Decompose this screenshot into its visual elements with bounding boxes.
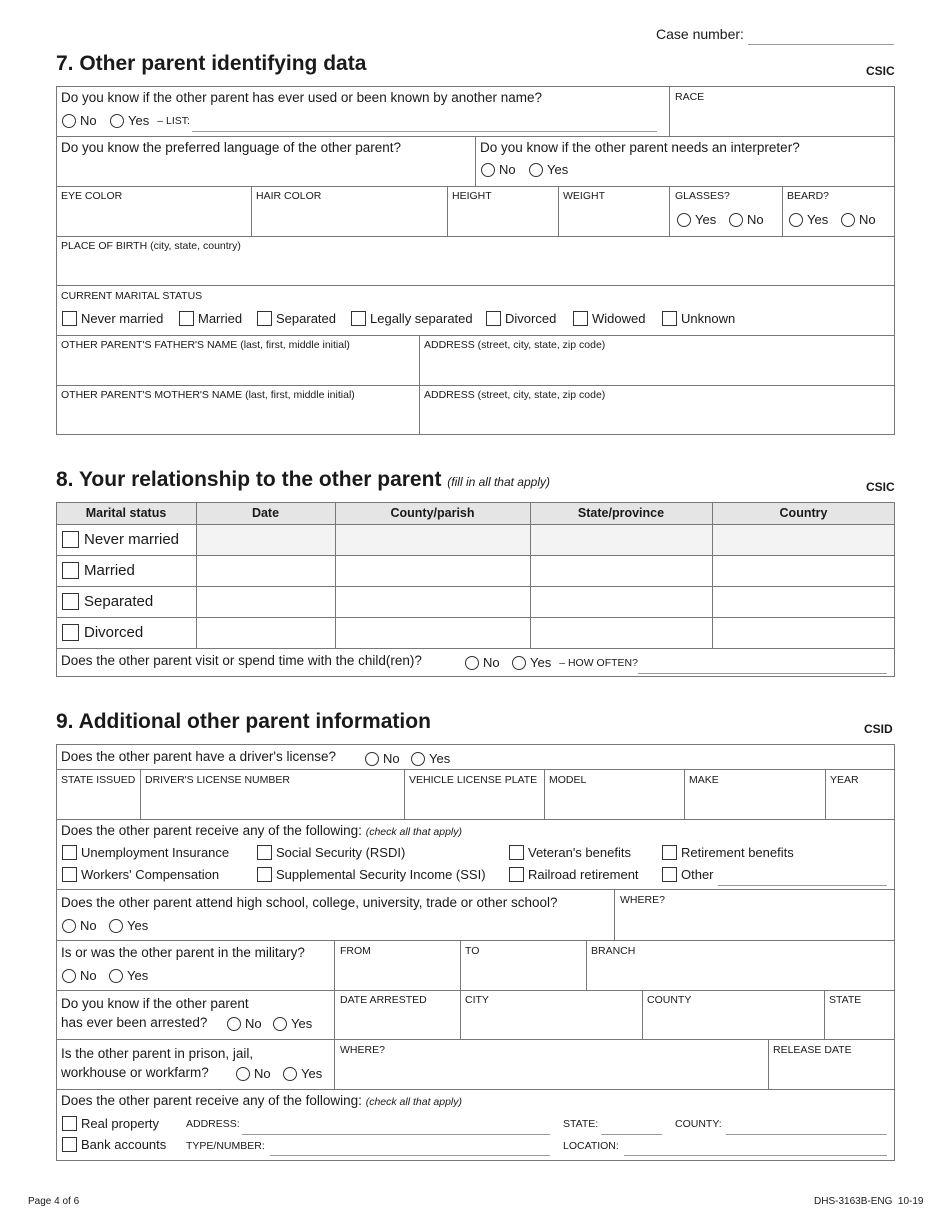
bank-type-number-field[interactable] bbox=[270, 1155, 550, 1156]
military-no[interactable]: No bbox=[62, 968, 97, 983]
prison-no[interactable]: No bbox=[236, 1066, 271, 1081]
marital-legally-separated[interactable]: Legally separated bbox=[351, 311, 473, 326]
vehicle-plate-label: VEHICLE LICENSE PLATE bbox=[409, 774, 538, 786]
q-school: Does the other parent attend high school, college, university, trade or other school? bbox=[61, 895, 558, 910]
section-8-table bbox=[56, 502, 895, 677]
radio-icon[interactable] bbox=[529, 163, 543, 177]
marital-unknown[interactable]: Unknown bbox=[662, 311, 735, 326]
glasses-yes[interactable]: Yes bbox=[677, 212, 716, 227]
q-interpreter: Do you know if the other parent needs an interpreter? bbox=[480, 140, 800, 155]
weight-label: WEIGHT bbox=[563, 190, 605, 202]
arrested-yes[interactable]: Yes bbox=[273, 1016, 312, 1031]
year-label: YEAR bbox=[830, 774, 859, 786]
radio-icon[interactable] bbox=[677, 213, 691, 227]
eye-color-label: EYE COLOR bbox=[61, 190, 123, 202]
section-9-code: CSID bbox=[864, 722, 893, 736]
col-county-parish: County/parish bbox=[390, 506, 475, 520]
property-address-field[interactable] bbox=[242, 1134, 550, 1135]
marital-widowed[interactable]: Widowed bbox=[573, 311, 645, 326]
visit-yes[interactable]: Yes – HOW OFTEN? bbox=[512, 655, 638, 670]
marital-married[interactable]: Married bbox=[179, 311, 242, 326]
mother-name-label: OTHER PARENT'S MOTHER'S NAME (last, first, middle initial) bbox=[61, 389, 355, 401]
radio-icon[interactable] bbox=[62, 969, 76, 983]
bank-location-field[interactable] bbox=[624, 1155, 887, 1156]
radio-icon[interactable] bbox=[273, 1017, 287, 1031]
q-military: Is or was the other parent in the military? bbox=[61, 945, 305, 960]
checkbox-icon[interactable] bbox=[62, 1116, 77, 1131]
height-label: HEIGHT bbox=[452, 190, 492, 202]
col-marital-status: Marital status bbox=[85, 506, 167, 520]
state-label: STATE: bbox=[563, 1118, 599, 1130]
beard-no[interactable]: No bbox=[841, 212, 876, 227]
checkbox-icon[interactable] bbox=[509, 867, 524, 882]
military-branch-label: BRANCH bbox=[591, 945, 636, 957]
q-other-name: Do you know if the other parent has ever used or been known by another name? bbox=[61, 90, 543, 105]
license-no[interactable]: No bbox=[365, 751, 400, 766]
other-name-list-field[interactable] bbox=[192, 131, 657, 132]
date-arrested-label: DATE ARRESTED bbox=[340, 994, 427, 1006]
checkbox-icon[interactable] bbox=[62, 845, 77, 860]
radio-icon[interactable] bbox=[227, 1017, 241, 1031]
checkbox-icon[interactable] bbox=[573, 311, 588, 326]
checkbox-icon[interactable] bbox=[257, 867, 272, 882]
make-label: MAKE bbox=[689, 774, 719, 786]
checkbox-icon[interactable] bbox=[62, 531, 79, 548]
hair-color-label: HAIR COLOR bbox=[256, 190, 322, 202]
benefit-other[interactable]: Other bbox=[662, 867, 714, 882]
checkbox-icon[interactable] bbox=[62, 593, 79, 610]
case-number-field[interactable] bbox=[748, 44, 894, 45]
radio-icon[interactable] bbox=[109, 969, 123, 983]
license-yes[interactable]: Yes bbox=[411, 751, 450, 766]
section-9-title: 9. Additional other parent information bbox=[56, 710, 431, 733]
radio-icon[interactable] bbox=[109, 919, 123, 933]
visit-no[interactable]: No bbox=[465, 655, 500, 670]
q-arrested-line1: Do you know if the other parent bbox=[61, 996, 249, 1011]
checkbox-icon[interactable] bbox=[257, 311, 272, 326]
radio-icon[interactable] bbox=[789, 213, 803, 227]
benefit-other-field[interactable] bbox=[718, 885, 887, 886]
property-state-field[interactable] bbox=[601, 1134, 662, 1135]
col-date: Date bbox=[251, 506, 280, 520]
q-receive-benefits: Does the other parent receive any of the following: (check all that apply) bbox=[61, 823, 462, 838]
benefit-railroad[interactable]: Railroad retirement bbox=[509, 867, 639, 882]
checkbox-icon[interactable] bbox=[257, 845, 272, 860]
col-country: Country bbox=[779, 506, 828, 520]
school-where-label: WHERE? bbox=[620, 894, 665, 906]
how-often-field[interactable] bbox=[638, 673, 887, 674]
address-label: ADDRESS: bbox=[186, 1118, 240, 1130]
checkbox-icon[interactable] bbox=[62, 311, 77, 326]
relationship-divorced[interactable]: Divorced bbox=[62, 624, 143, 641]
col-state-province: State/province bbox=[577, 506, 665, 520]
section-7-code: CSIC bbox=[866, 64, 895, 78]
other-name-yes[interactable]: Yes – LIST: bbox=[110, 113, 190, 128]
other-name-no[interactable]: No bbox=[62, 113, 97, 128]
race-label: RACE bbox=[675, 91, 705, 103]
checkbox-icon[interactable] bbox=[351, 311, 366, 326]
radio-icon[interactable] bbox=[841, 213, 855, 227]
checkbox-icon[interactable] bbox=[662, 867, 677, 882]
benefit-retirement[interactable]: Retirement benefits bbox=[662, 845, 794, 860]
relationship-never-married[interactable]: Never married bbox=[62, 531, 179, 548]
q-language: Do you know the preferred language of the other parent? bbox=[61, 140, 401, 155]
radio-icon[interactable] bbox=[729, 213, 743, 227]
checkbox-icon[interactable] bbox=[662, 845, 677, 860]
property-county-field[interactable] bbox=[726, 1134, 887, 1135]
father-address-label: ADDRESS (street, city, state, zip code) bbox=[424, 339, 606, 351]
section-8-title: 8. Your relationship to the other parent (fill in all that apply) bbox=[56, 468, 550, 491]
checkbox-icon[interactable] bbox=[62, 1137, 77, 1152]
model-label: MODEL bbox=[549, 774, 587, 786]
radio-icon[interactable] bbox=[512, 656, 526, 670]
arrested-no[interactable]: No bbox=[227, 1016, 262, 1031]
place-of-birth-label: PLACE OF BIRTH (city, state, country) bbox=[61, 240, 241, 252]
case-number-label: Case number: bbox=[656, 26, 744, 42]
benefit-ssi[interactable]: Supplemental Security Income (SSI) bbox=[257, 867, 486, 882]
father-name-label: OTHER PARENT'S FATHER'S NAME (last, first, middle initial) bbox=[61, 339, 350, 351]
section-8-code: CSIC bbox=[866, 480, 895, 494]
page-number: Page 4 of 6 bbox=[28, 1196, 80, 1207]
mother-address-label: ADDRESS (street, city, state, zip code) bbox=[424, 389, 606, 401]
benefit-social-security[interactable]: Social Security (RSDI) bbox=[257, 845, 405, 860]
relationship-married[interactable]: Married bbox=[62, 562, 135, 579]
checkbox-icon[interactable] bbox=[662, 311, 677, 326]
beard-yes[interactable]: Yes bbox=[789, 212, 828, 227]
prison-yes[interactable]: Yes bbox=[283, 1066, 322, 1081]
q-receive-assets: Does the other parent receive any of the following: (check all that apply) bbox=[61, 1093, 462, 1108]
marital-status-label: CURRENT MARITAL STATUS bbox=[61, 290, 203, 302]
radio-icon[interactable] bbox=[481, 163, 495, 177]
q-visit: Does the other parent visit or spend time with the child(ren)? bbox=[61, 653, 422, 668]
form-id: DHS-3163B-ENG 10-19 bbox=[814, 1196, 924, 1207]
checkbox-icon[interactable] bbox=[62, 624, 79, 641]
radio-icon[interactable] bbox=[411, 752, 425, 766]
military-from-label: FROM bbox=[340, 945, 371, 957]
arrest-county-label: COUNTY bbox=[647, 994, 692, 1006]
asset-bank-accounts[interactable]: Bank accounts bbox=[62, 1137, 166, 1152]
beard-label: BEARD? bbox=[787, 190, 830, 202]
benefit-unemployment[interactable]: Unemployment Insurance bbox=[62, 845, 229, 860]
prison-where-label: WHERE? bbox=[340, 1044, 385, 1056]
asset-real-property[interactable]: Real property bbox=[62, 1116, 159, 1131]
checkbox-icon[interactable] bbox=[486, 311, 501, 326]
checkbox-icon[interactable] bbox=[62, 562, 79, 579]
q-prison-line2: workhouse or workfarm? bbox=[61, 1065, 209, 1080]
radio-icon[interactable] bbox=[236, 1067, 250, 1081]
radio-icon[interactable] bbox=[365, 752, 379, 766]
radio-icon[interactable] bbox=[283, 1067, 297, 1081]
marital-separated[interactable]: Separated bbox=[257, 311, 336, 326]
checkbox-icon[interactable] bbox=[509, 845, 524, 860]
interpreter-no[interactable]: No bbox=[481, 162, 516, 177]
state-issued-label: STATE ISSUED bbox=[61, 774, 136, 786]
glasses-no[interactable]: No bbox=[729, 212, 764, 227]
checkbox-icon[interactable] bbox=[62, 867, 77, 882]
radio-icon[interactable] bbox=[62, 114, 76, 128]
release-date-label: RELEASE DATE bbox=[773, 1044, 852, 1056]
relationship-separated[interactable]: Separated bbox=[62, 593, 153, 610]
glasses-label: GLASSES? bbox=[675, 190, 730, 202]
military-yes[interactable]: Yes bbox=[109, 968, 148, 983]
benefit-veterans[interactable]: Veteran's benefits bbox=[509, 845, 631, 860]
interpreter-yes[interactable]: Yes bbox=[529, 162, 568, 177]
type-number-label: TYPE/NUMBER: bbox=[186, 1140, 265, 1152]
checkbox-icon[interactable] bbox=[179, 311, 194, 326]
radio-icon[interactable] bbox=[465, 656, 479, 670]
license-number-label: DRIVER'S LICENSE NUMBER bbox=[145, 774, 290, 786]
q-prison-line1: Is the other parent in prison, jail, bbox=[61, 1046, 254, 1061]
marital-never-married[interactable]: Never married bbox=[62, 311, 163, 326]
school-yes[interactable]: Yes bbox=[109, 918, 148, 933]
location-label: LOCATION: bbox=[563, 1140, 619, 1152]
arrest-city-label: CITY bbox=[465, 994, 489, 1006]
section-7-title: 7. Other parent identifying data bbox=[56, 52, 367, 75]
school-no[interactable]: No bbox=[62, 918, 97, 933]
radio-icon[interactable] bbox=[62, 919, 76, 933]
county-label: COUNTY: bbox=[675, 1118, 722, 1130]
q-arrested-line2: has ever been arrested? bbox=[61, 1015, 208, 1030]
arrest-state-label: STATE bbox=[829, 994, 862, 1006]
radio-icon[interactable] bbox=[110, 114, 124, 128]
marital-divorced[interactable]: Divorced bbox=[486, 311, 556, 326]
q-drivers-license: Does the other parent have a driver's license? bbox=[61, 749, 336, 764]
military-to-label: TO bbox=[465, 945, 480, 957]
benefit-workers-comp[interactable]: Workers' Compensation bbox=[62, 867, 219, 882]
